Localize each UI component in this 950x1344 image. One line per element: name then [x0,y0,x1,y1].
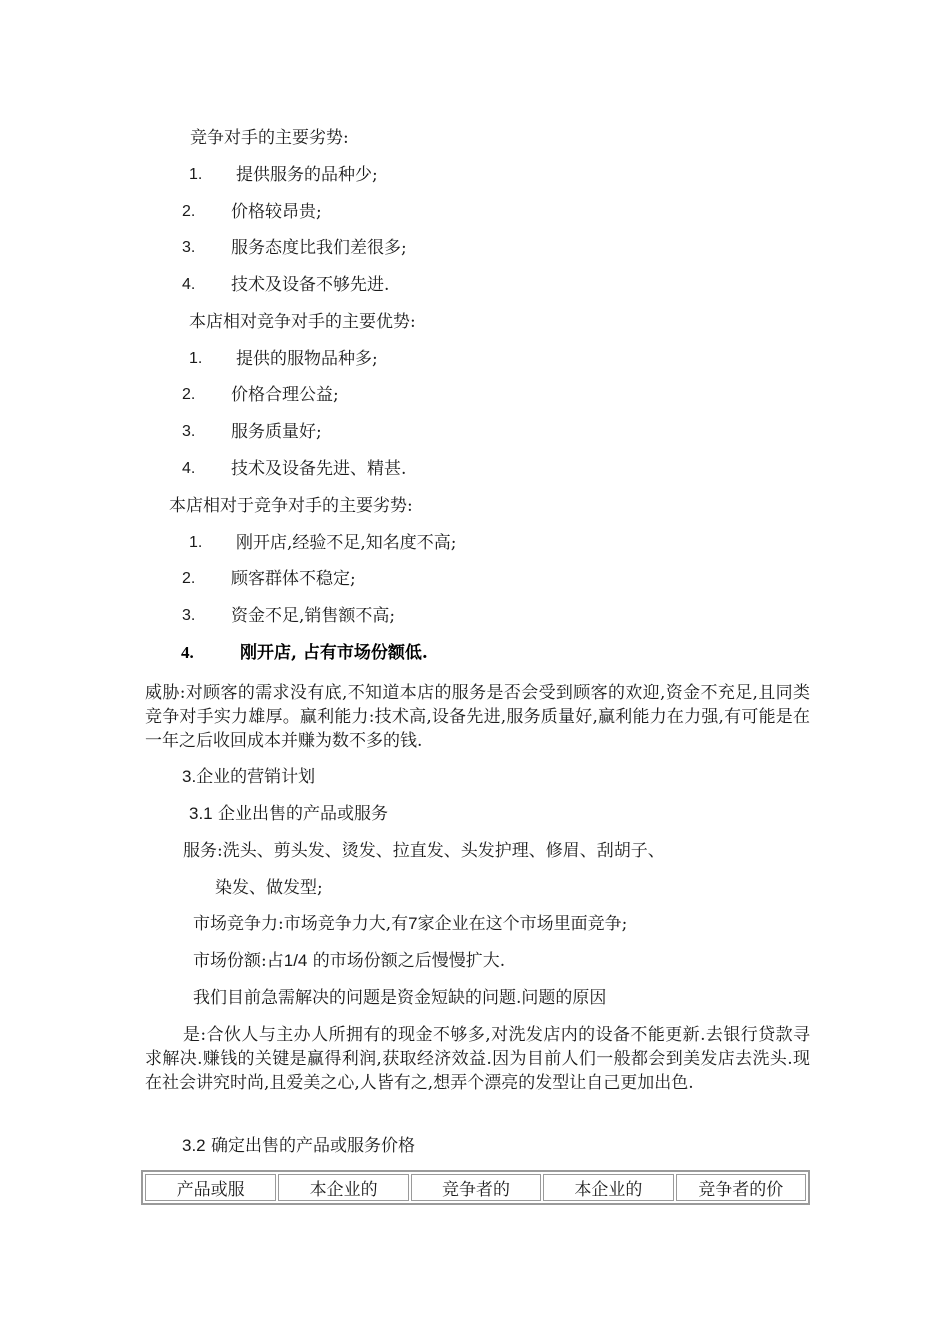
list-number: 2. [182,386,196,403]
threat-paragraph: 威胁:对顾客的需求没有底,不知道本店的服务是否会受到顾客的欢迎,资金不充足,且同类竞争对手实力雄厚。赢利能力:技术高,设备先进,服务质量好,赢利能力在力强,有可能是在一年之后收回成本并赚为数不多的钱. [145,683,810,751]
table-header-cell: 本企业的 [278,1174,408,1201]
cause-paragraph: 是:合伙人与主办人所拥有的现金不够多,对洗发店内的设备不能更新.去银行贷款寻求解决.赚钱的关键是赢得利润,获取经济效益.因为目前人们一般都会到美发店去洗头.现在社会讲究时尚,且爱美之心,人皆有之,想弄个漂亮的发型让自己更加出色. [145,1025,810,1093]
subsection-text: 确定出售的产品或服务价格 [211,1136,416,1156]
share-value: 1/4 [283,951,308,970]
services-line: 服务:洗头、剪头发、烫发、拉直发、头发护理、修眉、刮胡子、 [183,841,665,861]
list-item: 资金不足,销售额不高; [231,606,396,626]
list-number: 2. [182,570,196,587]
list-number: 4. [182,460,196,477]
section-heading: 本店相对竞争对手的主要优势: [189,312,416,332]
services-line-continued: 染发、做发型; [215,878,323,898]
subsection-heading-2 [182,1135,415,1157]
problem-line: 我们目前急需解决的问题是资金短缺的问题.问题的原因 [193,988,607,1008]
table-header-row [145,1174,806,1201]
list-number: 3. [182,607,196,624]
plan-heading [182,766,315,788]
list-item: 顾客群体不稳定; [231,569,356,589]
list-number: 1. [189,534,203,551]
list-number: 3. [182,239,196,256]
share-text-end: 的市场份额之后慢慢扩大. [312,951,506,971]
share-text: 市场份额:占 [193,951,284,971]
list-number: 4. [181,643,194,662]
list-item: 价格合理公益; [231,385,339,405]
subsection-heading [189,803,388,825]
competition-text-end: 家企业在这个市场里面竞争; [417,914,628,934]
subsection-number: 3.1 [189,804,213,823]
table-header-cell: 竞争者的价 [676,1174,806,1201]
competition-count: 7 [408,914,418,933]
list-item: 技术及设备不够先进. [231,275,390,295]
list-item: 刚开店, 占有市场份额低. [240,643,428,663]
plan-heading-text: 企业的营销计划 [196,767,316,787]
market-competition [193,913,627,935]
table-header-cell: 本企业的 [543,1174,673,1201]
list-number: 1. [189,166,203,183]
price-table [141,1170,810,1205]
market-share [193,950,505,972]
list-number: 2. [182,203,196,220]
list-item: 提供服务的品种少; [236,165,378,185]
list-number: 1. [189,350,203,367]
list-item: 价格较昂贵; [231,202,322,222]
plan-heading-number: 3. [182,767,197,786]
list-number: 3. [182,423,196,440]
competition-text: 市场竞争力:市场竞争力大,有 [193,914,409,934]
list-item: 服务态度比我们差很多; [231,238,407,258]
list-item: 提供的服物品种多; [236,349,378,369]
subsection-number: 3.2 [182,1136,206,1155]
section-heading: 竞争对手的主要劣势: [190,128,349,148]
list-item: 刚开店,经验不足,知名度不高; [236,533,457,553]
list-item: 技术及设备先进、精甚. [231,459,407,479]
list-number: 4. [182,276,196,293]
table-header-cell: 产品或服 [145,1174,276,1201]
table-header-cell: 竞争者的 [411,1174,541,1201]
subsection-text: 企业出售的产品或服务 [218,804,389,824]
section-heading: 本店相对于竞争对手的主要劣势: [169,496,413,516]
list-item: 服务质量好; [231,422,322,442]
